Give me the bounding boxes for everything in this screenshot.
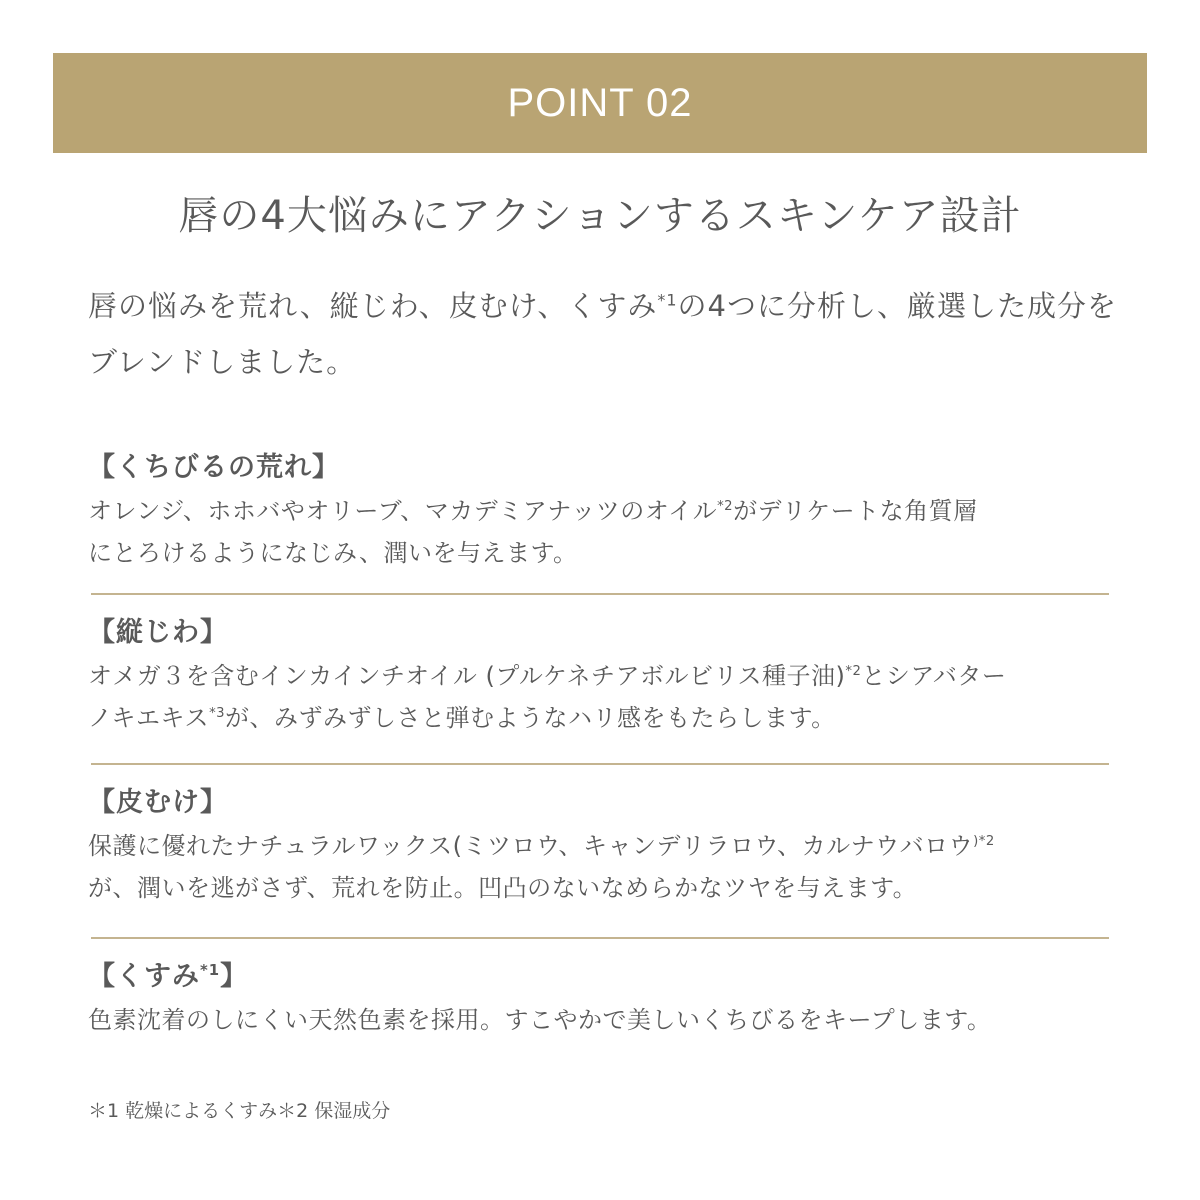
body-text: が、みずみずしさと弾むようなハリ感をもたらします。 bbox=[225, 704, 836, 732]
title-text: 【くすみ bbox=[88, 961, 200, 992]
section-body-line: 色素沈着のしにくい天然色素を採用。すこやかで美しいくちびるをキープします。 bbox=[88, 1006, 992, 1034]
section-body-line bbox=[88, 825, 1118, 867]
footnote-mark: *1 bbox=[200, 961, 221, 979]
intro-paragraph bbox=[88, 278, 1118, 390]
section-rough-lips bbox=[88, 448, 1118, 574]
footnote-mark: *2 bbox=[845, 664, 862, 679]
section-vertical-wrinkles bbox=[88, 613, 1118, 739]
title-text: 】 bbox=[220, 961, 249, 992]
point-banner bbox=[53, 53, 1147, 153]
divider bbox=[91, 593, 1109, 595]
section-peeling bbox=[88, 783, 1118, 909]
section-body-line: にとろけるようになじみ、潤いを与えます。 bbox=[88, 539, 578, 567]
body-text: がデリケートな角質層 bbox=[733, 497, 978, 525]
headline: 唇の4大悩みにアクションするスキンケア設計 bbox=[178, 193, 1022, 239]
footnote-mark: *3 bbox=[209, 706, 226, 721]
footnote-mark: *2 bbox=[717, 499, 734, 514]
section-body-line bbox=[88, 490, 1118, 532]
intro-text-before: 唇の悩みを荒れ、縦じわ、皮むけ、くすみ bbox=[88, 289, 658, 323]
section-body bbox=[88, 999, 1118, 1041]
footnote-mark: )*2 bbox=[973, 834, 995, 849]
divider bbox=[91, 763, 1109, 765]
body-text: オレンジ、ホホバやオリーブ、マカデミアナッツのオイル bbox=[88, 497, 718, 525]
footnote: ＊1 乾燥によるくすみ＊2 保湿成分 bbox=[88, 1100, 391, 1122]
section-body bbox=[88, 655, 1118, 739]
intro-footnote-mark: *1 bbox=[657, 290, 678, 310]
body-text: オメガ３を含むインカインチオイル (プルケネチアボルビリス種子油) bbox=[88, 662, 846, 690]
section-body-line: が、潤いを逃がさず、荒れを防止。凹凸のないなめらかなツヤを与えます。 bbox=[88, 874, 918, 902]
body-text: ノキエキス bbox=[88, 704, 210, 732]
section-dullness bbox=[88, 957, 1118, 1041]
body-text: 保護に優れたナチュラルワックス(ミツロウ、キャンデリラロウ、カルナウバロウ bbox=[88, 832, 974, 860]
section-title bbox=[88, 957, 1118, 997]
section-body-line bbox=[88, 655, 1118, 697]
section-title: 【縦じわ】 bbox=[88, 617, 228, 648]
point-label: POINT 02 bbox=[507, 80, 693, 125]
section-body bbox=[88, 490, 1118, 574]
section-body-line bbox=[88, 697, 1118, 739]
section-body bbox=[88, 825, 1118, 909]
section-title: 【皮むけ】 bbox=[88, 787, 228, 818]
body-text: とシアバター bbox=[861, 662, 1007, 690]
intro-text-after: の4つに分析し、厳選した成分をブレンドしました。 bbox=[88, 289, 1117, 379]
divider bbox=[91, 937, 1109, 939]
section-title: 【くちびるの荒れ】 bbox=[88, 452, 340, 483]
